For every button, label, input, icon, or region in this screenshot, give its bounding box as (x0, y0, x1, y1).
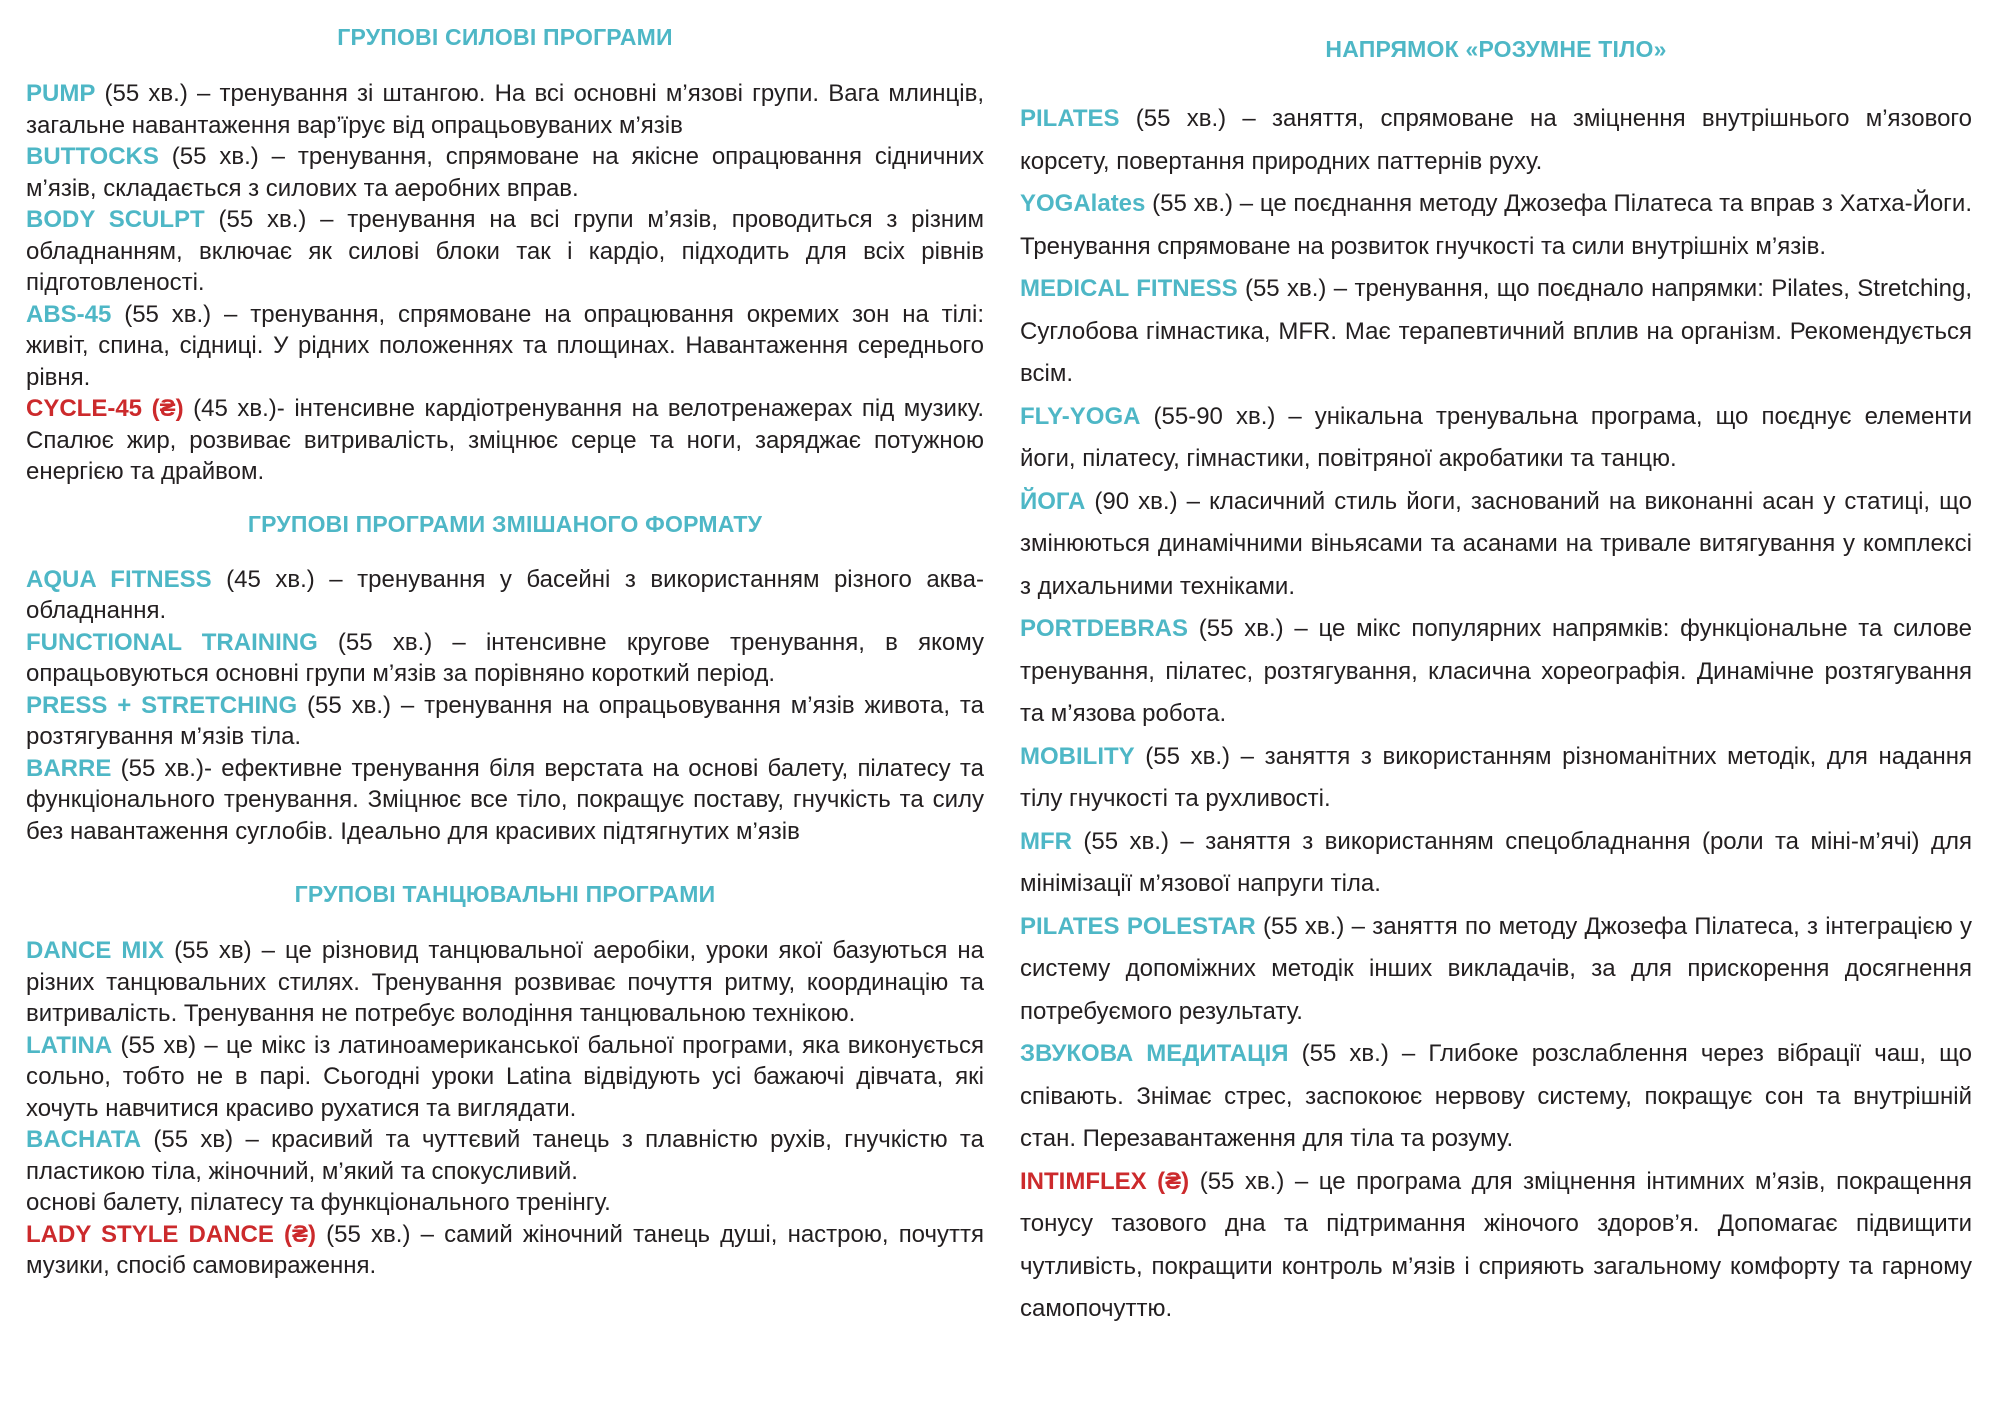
program-press-stretching (26, 690, 984, 753)
program-name: BODY SCULPT (26, 206, 205, 233)
program-abs-45 (26, 299, 984, 394)
orphan-text-line (26, 1187, 984, 1219)
program-portdebras (1020, 608, 1972, 736)
program-description: (55 хв.)- ефективне тренування біля верстата на основі балету, пілатесу та функціонального тренування. Зміцнює все тіло, покращує поставу, гнучкість та силу без навантаження суглобів. Ідеально для красивих підтягнутих м’язів (26, 754, 984, 845)
program-description: (90 хв.) – класичний стиль йоги, заснований на виконанні асан у статиці, що змінюються динамічними віньясами та асанами на тривале витягування у комплексі з дихальними техніками. (1020, 487, 1972, 600)
program-name: ЗВУКОВА МЕДИТАЦІЯ (1020, 1040, 1289, 1067)
program-buttocks (26, 141, 984, 204)
section-strength-entries (26, 78, 984, 488)
section-mixed-entries (26, 564, 984, 848)
program-fly-yoga (1020, 396, 1972, 481)
program-description: (45 хв.)- інтенсивне кардіотренування на велотренажерах під музику. Спалює жир, розвиває витривалість, зміцнює серце та ноги, заряджає потужною енергією та драйвом. (26, 395, 984, 485)
program-description: (45 хв.) – тренування у басейні з використанням різного аква-обладнання. (26, 565, 984, 624)
program-pilates (1020, 98, 1972, 183)
program-description: (55 хв) – це різновид танцювальної аеробіки, уроки якої базуються на різних танцювальних стилях. Тренування розвиває почуття ритму, координацію та витривалість. Тренування не потребує володіння танцювальною технікою. (26, 937, 985, 1027)
program-name: PILATES (1020, 105, 1120, 132)
program-aqua-fitness (26, 564, 984, 627)
program-name: FLY-YOGA (1020, 402, 1141, 430)
program-description: (55 хв.) – тренування на опрацьовування м’язів живота, та розтягування м’язів тіла. (26, 691, 985, 750)
program-medical-fitness (1020, 268, 1972, 396)
section-title-mixed: ГРУПОВІ ПРОГРАМИ ЗМІШАНОГО ФОРМАТУ (247, 510, 763, 537)
program-description: (55 хв.) – тренування, спрямоване на якісне опрацювання сідничних м’язів, складається з силових та аеробних вправ. (26, 143, 984, 202)
program-latina (26, 1030, 984, 1125)
program-barre (26, 753, 984, 848)
program-description: (55 хв.) – заняття з використанням різноманітних методік, для надання тілу гнучкості та рухливості. (1020, 742, 1972, 812)
program-description: (55 хв.) – це мікс популярних напрямків: функціональне та силове тренування, пілатес, розтягування, класична хореографія. Динамічне розтягування та м’язова робота. (1020, 615, 1972, 727)
program-description: (55 хв.) – тренування, спрямоване на опрацювання окремих зон на тілі: живіт, спина, сідниці. У рідних положеннях та площинах. Навантаження середнього рівня. (26, 300, 984, 391)
right-column (1020, 0, 1972, 1331)
program-bachata (26, 1124, 984, 1187)
program-intimflex (1020, 1161, 1972, 1331)
program-name: PRESS + STRETCHING (26, 691, 298, 719)
section-title-smart-body: НАПРЯМОК «РОЗУМНЕ ТІЛО» (1325, 36, 1667, 62)
program-name-paid: LADY STYLE DANCE (₴) (26, 1220, 317, 1248)
program-yoga (1020, 481, 1972, 609)
section-title-strength: ГРУПОВІ СИЛОВІ ПРОГРАМИ (337, 24, 673, 50)
program-mobility (1020, 736, 1972, 821)
program-body-sculpt (26, 204, 984, 299)
program-name: BUTTOCKS (26, 143, 159, 170)
program-pump (26, 78, 984, 141)
program-pilates-polestar (1020, 906, 1972, 1034)
program-name: PORTDEBRAS (1020, 615, 1189, 642)
program-name: PUMP (26, 80, 96, 107)
program-cycle-45 (26, 393, 984, 488)
program-description: (55 хв.) – заняття з використанням спецобладнання (роли та міні-м’ячі) для мінімізації м’язової напруги тіла. (1020, 827, 1972, 897)
program-name: MFR (1020, 827, 1072, 855)
program-description: (55 хв.) – це програма для зміцнення інтимних м’язів, покращення тонусу тазового дна та підтримання жіночого здоров’я. Допомагає підвищити чутливість, покращити контроль м’язів і сприяють загальному комфорту та гарному самопочуттю. (1020, 1167, 1972, 1322)
section-dance-entries (26, 935, 984, 1282)
program-description: (55 хв.) – заняття по методу Джозефа Пілатеса, з інтеграцією у систему допоміжних методік інших викладачів, за для прискорення досягнення потребуємого результату. (1020, 912, 1972, 1025)
program-description: основі балету, пілатесу та функціонального тренінгу. (26, 1189, 611, 1216)
program-name: PILATES POLESTAR (1020, 912, 1256, 940)
program-name: DANCE MIX (26, 937, 165, 964)
program-description: (55 хв.) – тренування на всі групи м’язів, проводиться з різним обладнанням, включає як силові блоки так і кардіо, підходить для всіх рівнів підготовленості. (26, 206, 985, 296)
program-description: (55-90 хв.) – унікальна тренувальна програма, що поєднує елементи йоги, пілатесу, гімнастики, повітряної акробатики та танцю. (1020, 402, 1972, 472)
program-name: ABS-45 (26, 300, 112, 328)
program-sound-meditation (1020, 1033, 1972, 1161)
program-name: LATINA (26, 1031, 113, 1059)
program-name: FUNCTIONAL TRAINING (26, 628, 318, 656)
program-name: MOBILITY (1020, 742, 1135, 770)
program-name: AQUA FITNESS (26, 565, 212, 593)
program-lady-style-dance (26, 1219, 984, 1282)
program-mfr (1020, 821, 1972, 906)
program-name-paid: CYCLE-45 (₴) (26, 395, 184, 422)
program-dance-mix (26, 935, 984, 1030)
program-yogalates (1020, 183, 1972, 268)
program-name: YOGAlates (1020, 190, 1146, 217)
section-smart-body-entries (1020, 98, 1972, 1331)
program-name: ЙОГА (1020, 487, 1086, 515)
program-name: BARRE (26, 754, 112, 782)
program-description: (55 хв.) – заняття, спрямоване на зміцнення внутрішнього м’язового корсету, повертання природних паттернів руху. (1020, 105, 1972, 175)
program-functional-training (26, 627, 984, 690)
program-description: (55 хв.) – самий жіночний танець душі, настрою, почуття музики, спосіб самовираження. (26, 1220, 984, 1279)
program-name: BACHATA (26, 1126, 142, 1153)
program-name-paid: INTIMFLEX (₴) (1020, 1167, 1190, 1195)
program-description: (55 хв) – це мікс із латиноамериканської бальної програми, яка виконується сольно, тобто не в парі. Сьогодні уроки Latina відвідують усі бажаючі дівчата, які хочуть навчитися красиво рухатися та виглядати. (26, 1031, 984, 1122)
section-title-dance: ГРУПОВІ ТАНЦЮВАЛЬНІ ПРОГРАМИ (294, 881, 716, 907)
program-description: (55 хв) – красивий та чуттєвий танець з плавністю рухів, гнучкістю та пластикою тіла, жіночний, м’який та спокусливий. (26, 1126, 984, 1185)
program-description: (55 хв.) – інтенсивне кругове тренування, в якому опрацьовуються основні групи м’язів за порівняно короткий період. (26, 628, 984, 687)
program-name: MEDICAL FITNESS (1020, 275, 1238, 302)
left-column (26, 0, 984, 1282)
program-description: (55 хв.) – тренування, що поєднало напрямки: Pilates, Stretching, Суглобова гімнастика, MFR. Має терапевтичний вплив на організм. Рекомендується всім. (1020, 275, 1972, 387)
program-description: (55 хв.) – це поєднання методу Джозефа Пілатеса та вправ з Хатха-Йоги. Тренування спрямоване на розвиток гнучкості та сили внутрішніх м’язів. (1020, 190, 1972, 260)
program-description: (55 хв.) – Глибоке розслаблення через вібрації чаш, що співають. Знімає стрес, заспокоює нервову систему, покращує сон та внутрішній стан. Перезавантаження для тіла та розуму. (1020, 1040, 1972, 1152)
program-description: (55 хв.) – тренування зі штангою. На всі основні м’язові групи. Вага млинців, загальне навантаження вар’їрує від опрацьовуваних м’язів (26, 80, 984, 139)
